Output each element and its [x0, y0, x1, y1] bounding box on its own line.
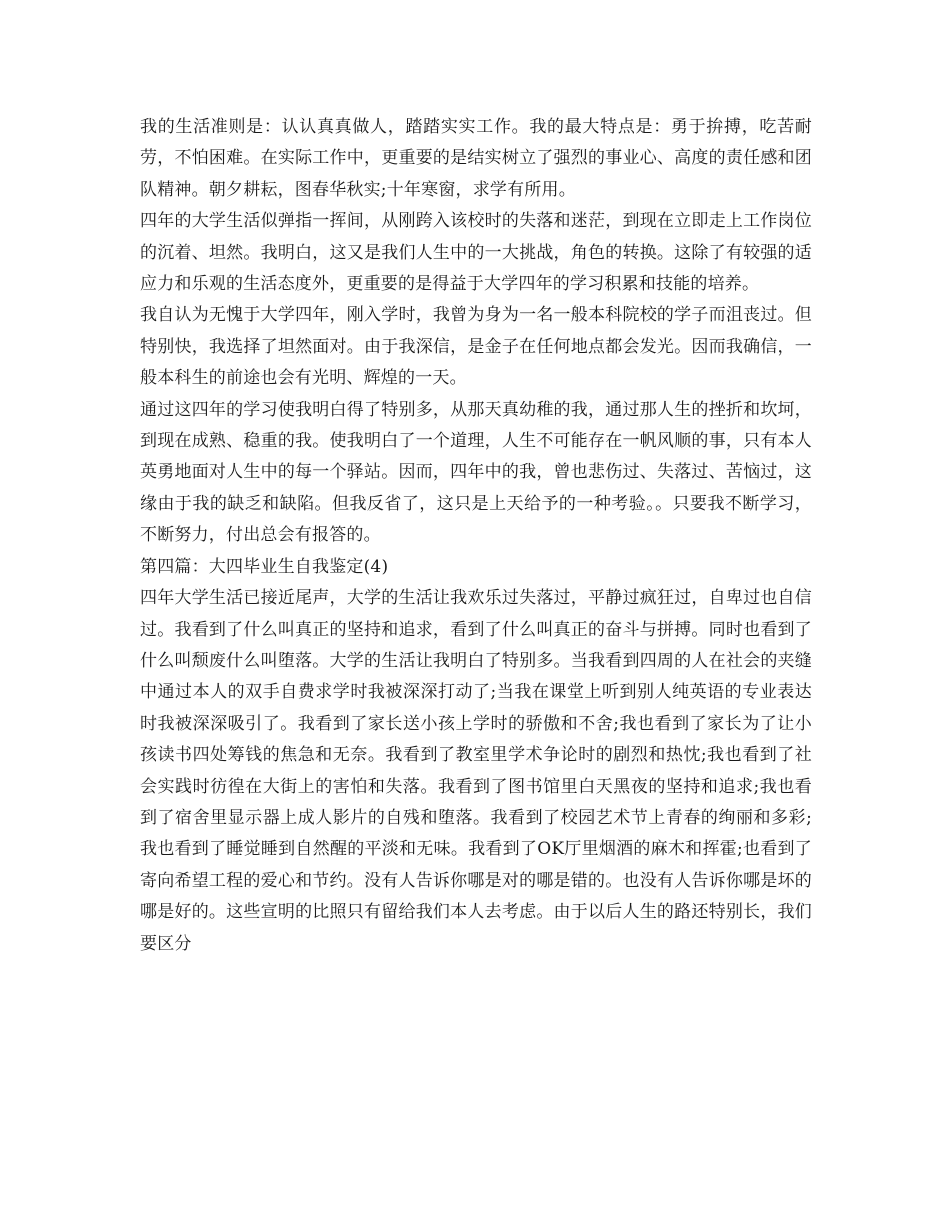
document-body [140, 112, 812, 960]
paragraph-four-years: 四年的大学生活似弹指一挥间，从刚跨入该校时的失落和迷茫，到现在立即走上工作岗位的沉着、坦然。我明白，这又是我们人生中的一大挑战，角色的转换。这除了有较强的适应力和乐观的生活态度外，更重要的是得益于大学四年的学习积累和技能的培养。 [140, 211, 812, 295]
paragraph-lessons-learned: 通过这四年的学习使我明白得了特别多，从那天真幼稚的我，通过那人生的挫折和坎坷，到现在成熟、稳重的我。使我明白了一个道理，人生不可能存在一帆风顺的事，只有本人英勇地面对人生中的每一个驿站。因而，四年中的我，曾也悲伤过、失落过、苦恼过，这缘由于我的缺乏和缺陷。但我反省了，这只是上天给予的一种考验。。只要我不断学习，不断努力，付出总会有报答的。 [140, 399, 812, 546]
paragraph-life-principles: 我的生活准则是：认认真真做人，踏踏实实工作。我的最大特点是：勇于拚搏，吃苦耐劳，不怕困难。在实际工作中，更重要的是结实树立了强烈的事业心、高度的责任感和团队精神。朝夕耕耘，图春华秋实;十年寒窗，求学有所用。 [140, 117, 812, 200]
paragraph-section-body: 四年大学生活已接近尾声，大学的生活让我欢乐过失落过，平静过疯狂过，自卑过也自信过。我看到了什么叫真正的坚持和追求，看到了什么叫真正的奋斗与拼搏。同时也看到了什么叫颓废什么叫堕落。大学的生活让我明白了特别多。当我看到四周的人在社会的夹缝中通过本人的双手自费求学时我被深深打动了;当我在课堂上听到别人纯英语的专业表达时我被深深吸引了。我看到了家长送小孩上学时的骄傲和不舍;我也看到了家长为了让小孩读书四处筹钱的焦急和无奈。我看到了教室里学术争论时的剧烈和热忱;我也看到了社会实践时彷徨在大街上的害怕和失落。我看到了图书馆里白天黑夜的坚持和追求;我也看到了宿舍里显示器上成人影片的自残和堕落。我看到了校园艺术节上青春的绚丽和多彩;我也看到了睡觉睡到自然醒的平淡和无味。我看到了OK厅里烟酒的麻木和挥霍;也看到了寄向希望工程的爱心和节约。没有人告诉你哪是对的哪是错的。也没有人告诉你哪是坏的哪是好的。这些宣明的比照只有留给我们本人去考虑。由于以后人生的路还特别长，我们要区分 [140, 588, 812, 954]
paragraph-self-assessment: 我自认为无愧于大学四年，刚入学时，我曾为身为一名一般本科院校的学子而沮丧过。但特别快，我选择了坦然面对。由于我深信，是金子在任何地点都会发光。因而我确信，一般本科生的前途也会有光明、辉煌的一天。 [140, 305, 812, 389]
section-heading: 第四篇：大四毕业生自我鉴定(4) [140, 556, 389, 577]
